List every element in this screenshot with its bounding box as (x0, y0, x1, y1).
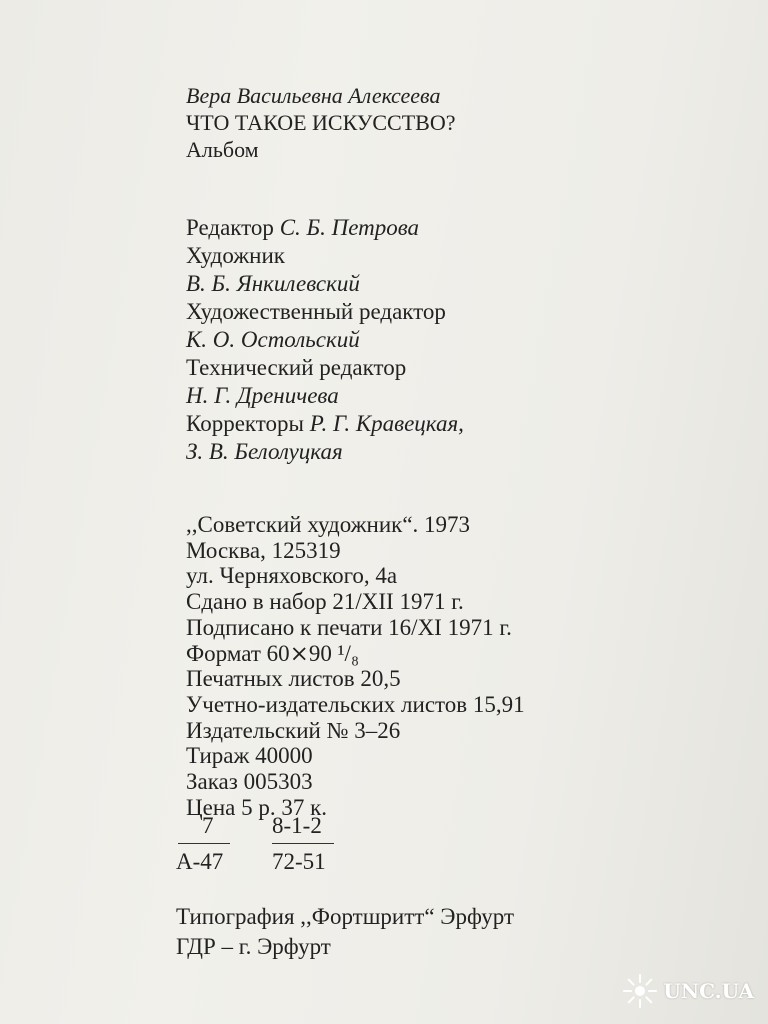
credit-art-editor-label: Художественный редактор (186, 299, 446, 324)
pub-line-format: Формат 60⨯90 ¹/₈ (186, 640, 359, 666)
code-top-left: 7 (202, 813, 214, 838)
pub-line-circulation: Тираж 40000 (186, 743, 313, 769)
pub-line-order: Заказ 005303 (186, 769, 313, 795)
book-subtitle: Альбом (186, 137, 259, 162)
credit-label: Корректоры (186, 411, 304, 436)
pub-line-edition-sheets: Учетно-издательских листов 15,91 (186, 691, 525, 717)
pub-line-street: ул. Черняховского, 4а (186, 563, 398, 589)
code-divider-left (178, 843, 230, 844)
pub-line-sheets: Печатных листов 20,5 (186, 666, 401, 692)
credit-editor (186, 214, 464, 242)
credit-proofreader-2: З. В. Белолуцкая (186, 439, 343, 464)
credit-artist-label: Художник (186, 243, 285, 268)
book-header (186, 82, 456, 163)
publication-details (186, 512, 525, 820)
printer-info (176, 902, 514, 962)
credit-proofreaders (186, 410, 464, 438)
printer-line-2: ГДР – г. Эрфурт (176, 934, 331, 959)
pub-line-city: Москва, 125319 (186, 537, 341, 563)
pub-line-typeset-date: Сдано в набор 21/XII 1971 г. (186, 589, 464, 615)
credit-label: Редактор (186, 215, 274, 240)
pub-line-publisher-number: Издательский № 3–26 (186, 717, 401, 743)
author-name: Вера Васильевна Алексеева (186, 83, 441, 108)
credit-tech-editor-label: Технический редактор (186, 355, 407, 380)
book-title: ЧТО ТАКОЕ ИСКУССТВО? (186, 110, 456, 135)
credit-artist-name: В. Б. Янкилевский (186, 271, 360, 296)
credit-art-editor-name: К. О. Остольский (186, 327, 360, 352)
code-bottom-left: А-47 (176, 849, 224, 874)
printer-line-1: Типография ,,Фортшритт“ Эрфурт (176, 904, 515, 929)
pub-line-print-date: Подписано к печати 16/XI 1971 г. (186, 614, 512, 640)
catalog-codes (176, 813, 346, 879)
watermark-logo (621, 972, 754, 1010)
credit-name: С. Б. Петрова (279, 215, 420, 240)
watermark-text: UNC.UA (663, 979, 754, 1003)
credit-name: Р. Г. Кравецкая, (309, 411, 464, 436)
pub-line-price: Цена 5 р. 37 к. (186, 794, 328, 820)
code-top-right: 8-1-2 (272, 813, 322, 838)
pub-line-publisher: ,,Советский художник“. 1973 (186, 512, 471, 537)
credits-section (186, 214, 464, 466)
code-bottom-right: 72-51 (272, 849, 326, 874)
credit-tech-editor-name: Н. Г. Дреничева (186, 383, 339, 408)
code-divider-right (272, 843, 334, 844)
sun-burst-icon (621, 972, 659, 1010)
